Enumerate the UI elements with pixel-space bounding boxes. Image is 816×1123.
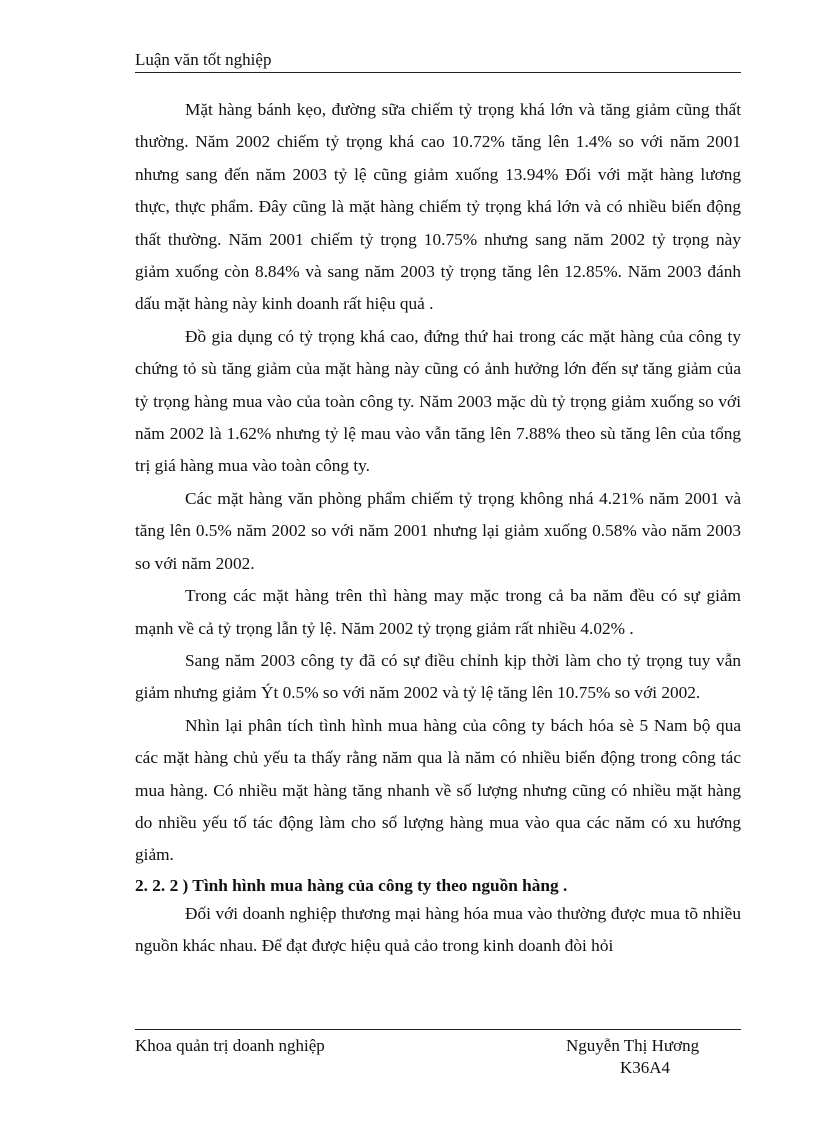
paragraph: Đối với doanh nghiệp thương mại hàng hóa mua vào thường được mua tõ nhiều nguồn khác nhau. Để đạt được hiệu quả cảo trong kinh doanh đòi hỏi xyxy=(135,903,741,956)
footer-class: K36A4 xyxy=(620,1058,671,1077)
paragraph: Đồ gia dụng có tỷ trọng khá cao, đứng thứ hai trong các mặt hàng của công ty chứng tỏ sù tăng giảm của mặt hàng này cũng có ảnh hưởng lớn đến sự tăng giảm của tỷ trọng hàng mua vào của toàn công ty. Năm 2003 mặc dù tỷ trọng giảm xuống so với năm 2002 là 1.62% nhưng tỷ lệ mau vào vẫn tăng lên 7.88% theo sù tăng lên của tổng trị giá hàng mua vào toàn công ty. xyxy=(135,326,741,476)
paragraph: Mặt hàng bánh kẹo, đường sữa chiếm tỷ trọng khá lớn và tăng giảm cũng thất thường. Năm 2002 chiếm tỷ trọng khá cao 10.72% tăng lên 1.4% so với năm 2001 nhưng sang đến năm 2003 tỷ lệ cũng giảm xuống 13.94% Đối với mặt hàng lương thực, thực phẩm. Đây cũng là mặt hàng chiếm tỷ trọng khá lớn và có nhiều biến động thất thường. Năm 2001 chiếm tỷ trọng 10.75% nhưng sang năm 2002 tỷ trọng này giảm xuống còn 8.84% và sang năm 2003 tỷ trọng tăng lên 12.85%. Năm 2003 đánh dấu mặt hàng này kinh doanh rất hiệu quả . xyxy=(135,100,741,314)
paragraph: Sang năm 2003 công ty đã có sự điều chỉnh kịp thời làm cho tỷ trọng tuy vẫn giảm nhưng giảm Ýt 0.5% so với năm 2002 và tỷ lệ tăng lên 10.75% so với 2002. xyxy=(135,650,741,703)
page-header xyxy=(135,50,741,73)
paragraph: Các mặt hàng văn phòng phẩm chiếm tỷ trọng không nhá 4.21% năm 2001 và tăng lên 0.5% năm 2002 so với năm 2001 nhưng lại giảm xuống 0.58% vào năm 2003 so với năm 2002. xyxy=(135,488,741,573)
document-body xyxy=(135,94,741,963)
section-heading: 2. 2. 2 ) Tình hình mua hàng của công ty theo nguồn hàng . xyxy=(135,875,568,895)
paragraph: Trong các mặt hàng trên thì hàng may mặc trong cả ba năm đều có sự giảm mạnh về cả tỷ trọng lẫn tỷ lệ. Năm 2002 tỷ trọng giảm rất nhiều 4.02% . xyxy=(135,586,741,638)
footer-author: Nguyễn Thị Hương xyxy=(566,1036,700,1055)
footer-divider xyxy=(135,1029,741,1030)
header-title: Luận văn tốt nghiệp xyxy=(135,50,272,69)
paragraph: Nhìn lại phân tích tình hình mua hàng của công ty bách hóa sè 5 Nam bộ qua các mặt hàng chủ yếu ta thấy rằng năm qua là năm có nhiều biến động trong công tác mua hàng. Có nhiều mặt hàng tăng nhanh về số lượng nhưng cũng có nhiều mặt hàng do nhiều yếu tố tác động làm cho số lượng hàng mua vào qua các năm có xu hướng giảm. xyxy=(135,715,741,865)
footer-faculty: Khoa quản trị doanh nghiệp xyxy=(135,1036,325,1055)
